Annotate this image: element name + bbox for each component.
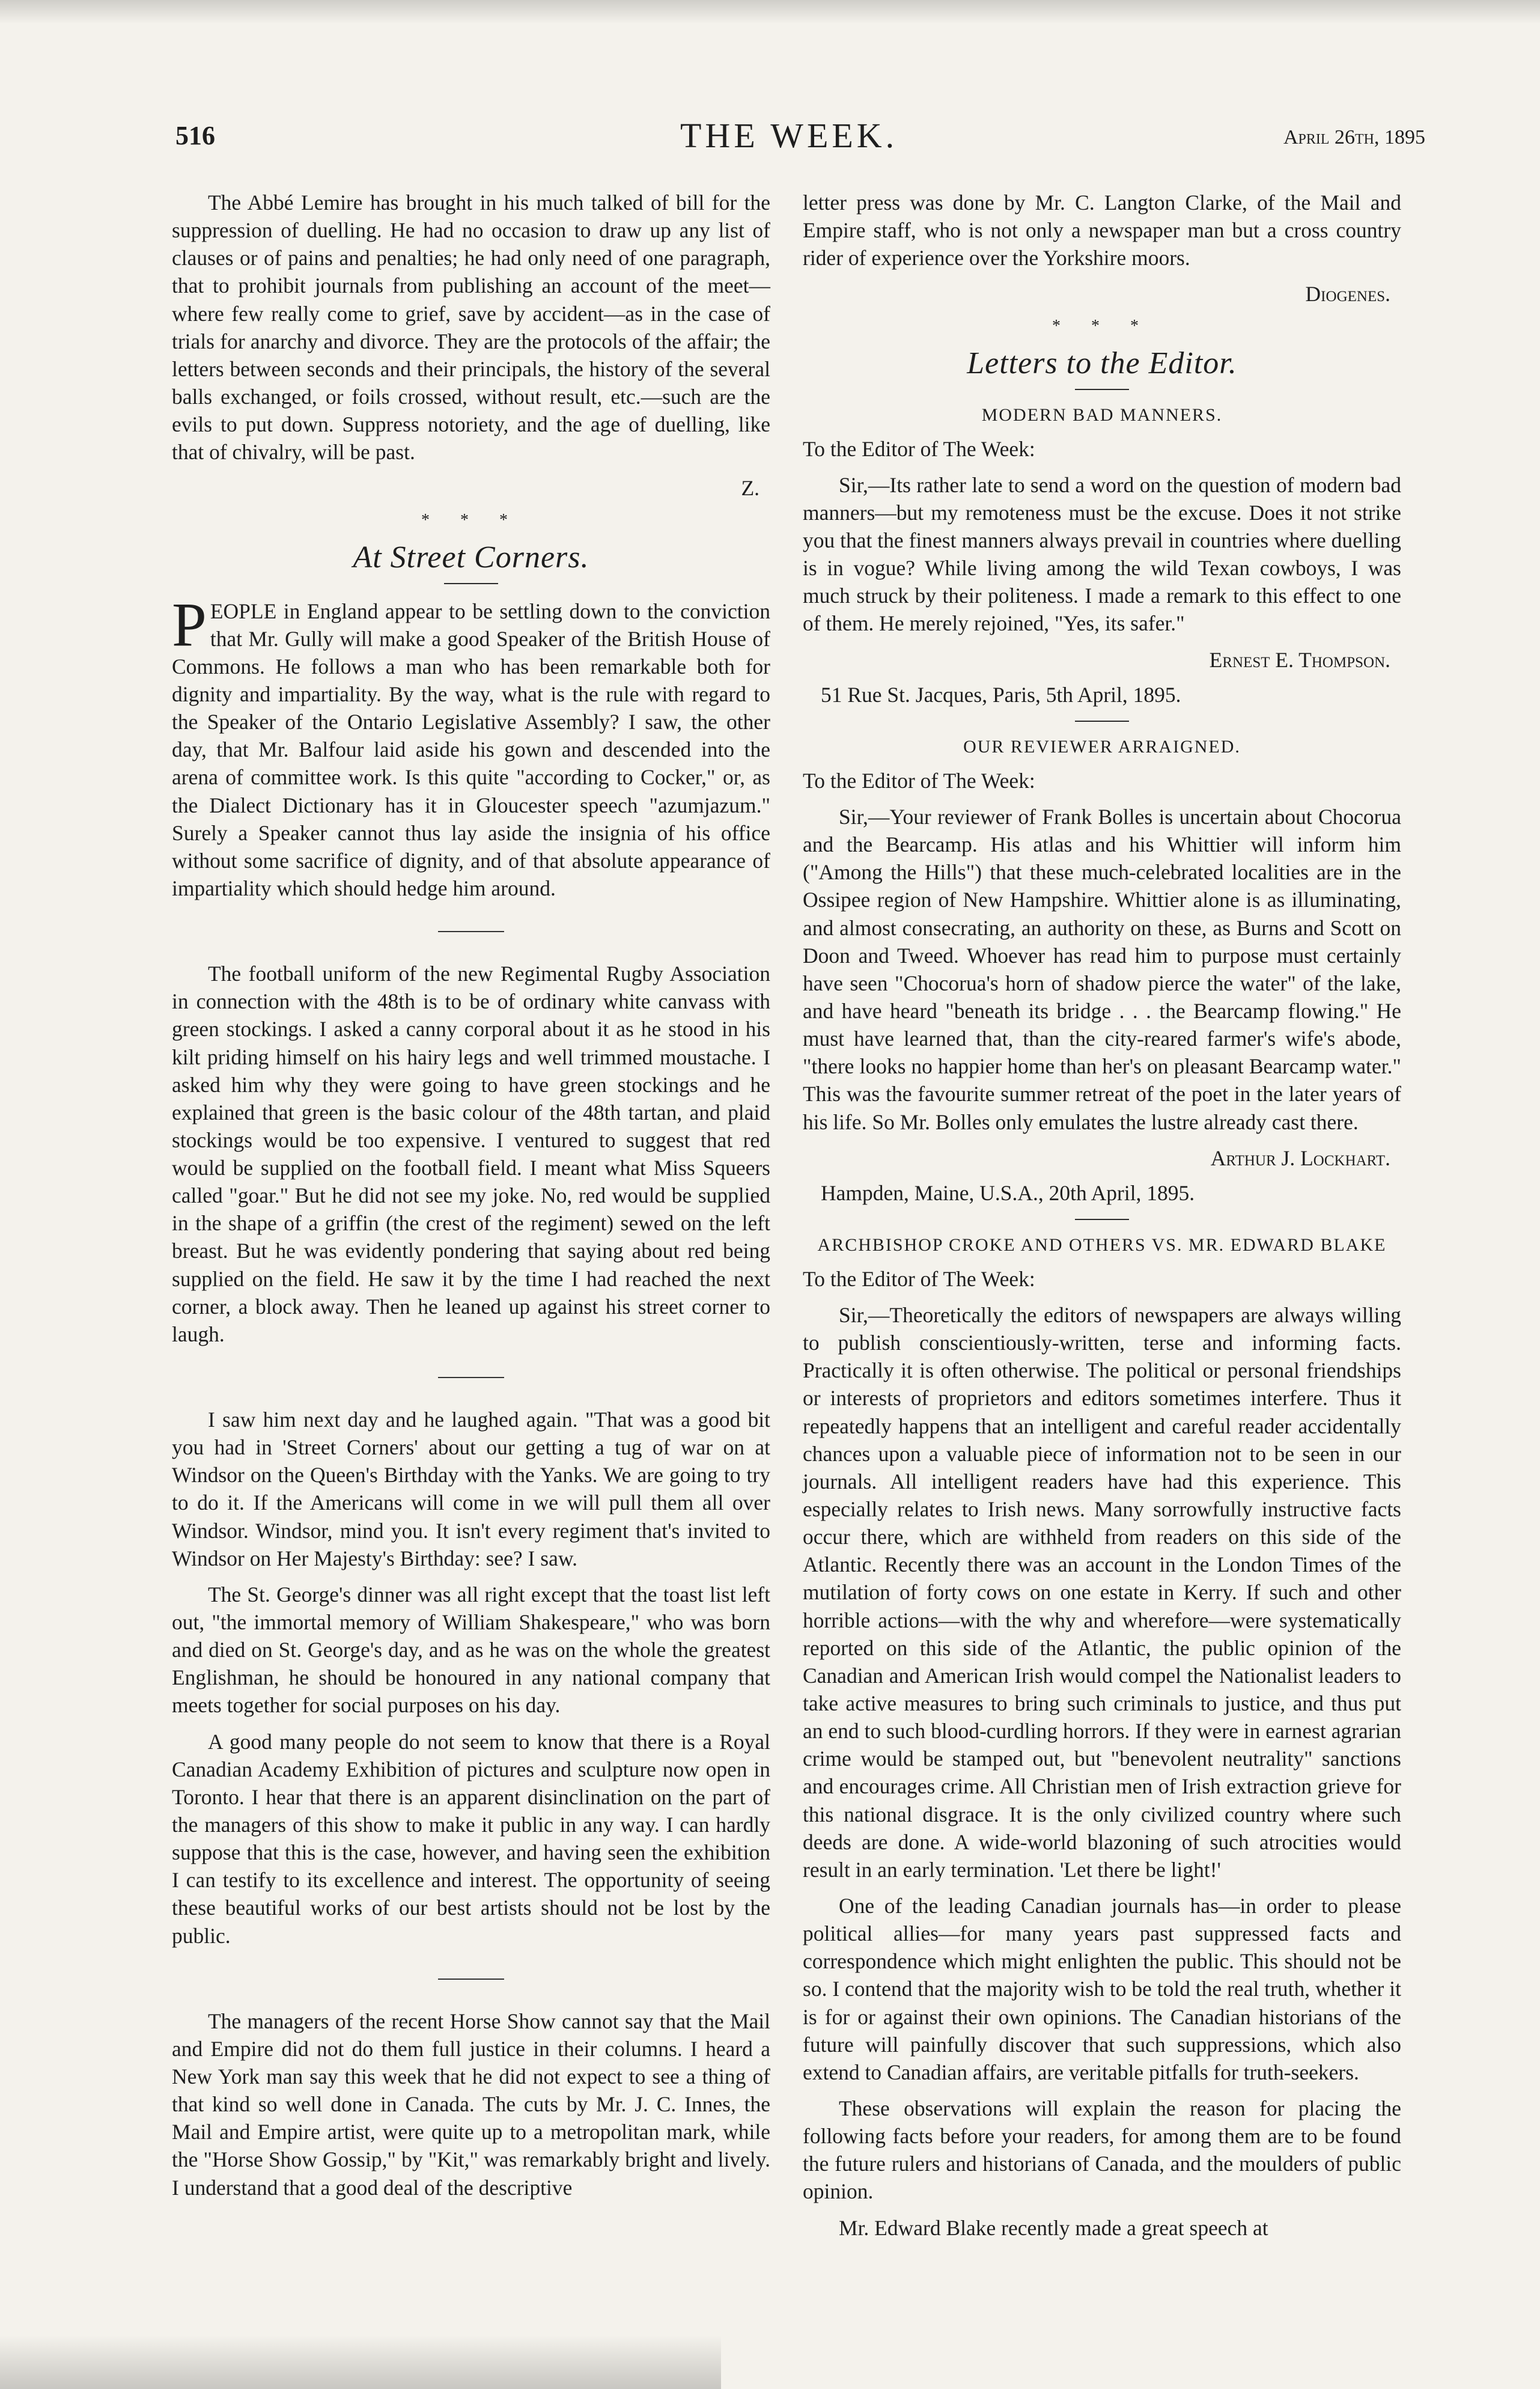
letter-rule (1075, 1219, 1129, 1220)
letter-address: Hampden, Maine, U.S.A., 20th April, 1895. (821, 1180, 1195, 1205)
letter-signature: Arthur J. Lockhart. (1210, 1146, 1390, 1170)
letter-title: ARCHBISHOP CROKE AND OTHERS VS. MR. EDWARD BLAKE (817, 1234, 1387, 1255)
heading-rule (444, 583, 498, 584)
letter-rule (1075, 721, 1129, 722)
left-column (172, 189, 770, 2210)
horse-show-paragraph: The managers of the recent Horse Show cannot say that the Mail and Empire did not do them full justice in their columns. I heard a New York man say this week that he did not expect to see a thing of that kind so well done in Canada. The cuts by Mr. J. C. Innes, the Mail and Empire artist, were quite up to a metropolitan mark, while the "Horse Show Gossip," by "Kit," was remarkably bright and lively. I understand that a good deal of the descriptive (172, 2009, 770, 2200)
letter-paragraph: These observations will explain the reason for placing the following facts before your readers, for among them are to be found the future rulers and historians of Canada, and the moulders of public opinion. (803, 2096, 1401, 2204)
letter-body: Sir,—Its rather late to send a word on the question of modern bad manners—but my remoteness must be the excuse. Does it not strike you that the finest manners always prevail in countries where duelling is in vogue? While living among the wild Texan cowboys, I was much struck by their politeness. I made a remark to this effect to one of them. He merely rejoined, "Yes, its safer." (803, 472, 1401, 636)
letter-paragraph: One of the leading Canadian journals has—in order to please political allies—for many years past suppressed facts and correspondence which might enlighten the public. This should not be so. I contend that the majority wish to be told the real truth, whether it is for or against their own opinions. The Canadian historians of the future will painfully discover that such suppressions, which also extend to Canadian affairs, are veritable pitfalls for truth-seekers. (803, 1894, 1401, 2084)
letter-paragraph: Mr. Edward Blake recently made a great speech at (839, 2215, 1268, 2240)
letter-paragraph: Sir,—Theoretically the editors of newspapers are always willing to publish conscientiously-written, terse and informing facts. Practically it is often otherwise. The political or personal friendships or interests of proprietors and editors sometimes interfere. Thus it repeatedly happens that an intelligent and careful reader accidentally chances upon a valuable piece of information not to be seen in our journals. All intelligent readers have had this experience. This especially relates to Irish news. Many sorrowfully instructive facts occur there, which are withheld from readers on this side of the Atlantic. Recently there was an account in the London Times of the mutilation of forty cows on one estate in Kerry. If such and other horrible actions—with the why and wherefore—were systematically reported on this side of the Atlantic, the public opinion of the Canadian and American Irish would compel the Nationalist leaders to take active measures to bring such criminals to justice, and thus put an end to such blood-curdling horrors. If they were in earnest agrarian crime would be stamped out, but "benevolent neutrality" sanctions and encourages crime. All Christian men of Irish extraction grieve for this national disgrace. It is the only civilized country where such deeds are done. A wide-world blazoning of such atrocities would result in an early termination. 'Let there be light!' (803, 1303, 1401, 1882)
letter-title: MODERN BAD MANNERS. (981, 404, 1223, 425)
letter-signature: Ernest E. Thompson. (1209, 647, 1390, 672)
section-stars: * * * (1052, 316, 1152, 335)
page-number: 516 (175, 121, 215, 150)
scan-shadow-bottom (0, 2335, 721, 2389)
letter-our-reviewer-arraigned (803, 735, 1401, 1207)
academy-paragraph: A good many people do not seem to know that there is a Royal Canadian Academy Exhibition of pictures and sculpture now open in Toronto. I hear that there is an apparent disinclination on the part of the managers of this show to make it public in any way. I can hardly suppose that this is the case, however, and having seen the exhibition I can testify to its excellence and interest. The opportunity of seeing these beautiful works of our best artists should not be lost by the public. (172, 1729, 770, 1948)
letter-body: Sir,—Your reviewer of Frank Bolles is uncertain about Chocorua and the Bearcamp. His atlas and his Whittier will inform him ("Among the Hills") that these much-celebrated localities are in the Ossipee region of New Hampshire. Whittier alone is as illuminating, and almost consecrating, an authority on these, as Burns and Scott on Doon and Tweed. Whoever has read him to purpose must certainly have seen "Chocorua's horn of shadow pierce the water" of the lake, and have heard "beneath its bridge . . . the Bearcamp flowing." He must have learned that, than the city-reared farmer's wife's abode, "there looks no happier home than her's on pleasant Bearcamp water." This was the favourite summer retreat of the poet in the later years of his life. So Mr. Bolles only emulates the lustre already cast there. (803, 804, 1401, 1134)
issue-date: April 26th, 1895 (1283, 126, 1425, 148)
letter-salutation: To the Editor of The Week: (803, 1266, 1035, 1291)
duelling-signature: Z. (741, 476, 759, 501)
letters-heading: Letters to the Editor. (967, 346, 1237, 380)
drop-cap: P (172, 590, 207, 659)
football-paragraph: The football uniform of the new Regimental Rugby Association in connection with the 48th is to be of ordinary white canvass with green stockings. I asked a canny corporal about it as he stood in his kilt priding himself on his hairy legs and well trimmed moustache. I asked him why they were going to have green stockings and he explained that green is the basic colour of the 48th tartan, and plaid stockings would be too expensive. I ventured to suggest that red would be supplied on the football field. I meant what Miss Squeers called "goar." But he did not see my joke. No, red would be supplied in the shape of a griffin (the crest of the regiment) sewed on the left breast. But he was evidently pondering that saying about red being supplied on the field. He saw it by the time I had reached the next corner, a block away. Then he leaned up against his street corner to laugh. (172, 962, 770, 1346)
diogenes-signature: Diogenes. (1305, 282, 1390, 307)
heading-rule (1075, 389, 1129, 390)
letter-title: OUR REVIEWER ARRAIGNED. (963, 736, 1241, 757)
street-corners-heading: At Street Corners. (353, 540, 589, 575)
first-paragraph-text: EOPLE in England appear to be settling down to the conviction that Mr. Gully will make a good Speaker of the British House of Commons. He follows a man who has been remarkable both for dignity and impartiality. By the way, what is the rule with regard to the Speaker of the Ontario Legislative Assembly? I saw, the other day, that Mr. Balfour laid aside his gown and descended into the arena of committee work. Is this quite "according to Cocker," or, as the Dialect Dictionary has it in Gloucester speech "azumjazum." Surely a Speaker cannot thus lay aside the insignia of his office without some sacrifice of dignity, and of that absolute appearance of impartiality which should hedge him around. (172, 599, 770, 900)
separator-rule (438, 1377, 504, 1378)
letter-archbishop-croke (803, 1233, 1401, 2242)
scan-shadow-top (0, 0, 1540, 24)
street-corners-first-paragraph (172, 590, 770, 903)
separator-rule (438, 1979, 504, 1980)
duelling-paragraph: The Abbé Lemire has brought in his much talked of bill for the suppression of duelling. He had no occasion to draw up any list of clauses or of pains and penalties; he had only need of one paragraph, that to prohibit journals from publishing an account of the meet—where few really come to grief, save by accident—as in the case of trials for anarchy and divorce. They are the protocols of the affair; the letters between seconds and their principals, the history of the several balls exchanged, or foils crossed, without result, etc.—such are the evils to put down. Suppress notoriety, and the age of duelling, like that of chivalry, will be past. (172, 191, 770, 465)
journal-title: THE WEEK. (680, 116, 898, 155)
section-stars: * * * (421, 510, 521, 529)
separator-rule (438, 931, 504, 932)
right-column (803, 189, 1401, 2250)
letter-modern-bad-manners (803, 403, 1401, 709)
next-day-paragraph: I saw him next day and he laughed again. "That was a good bit you had in 'Street Corners' about our getting a tug of war on at Windsor on the Queen's Birthday with the Yanks. We are going to try to do it. If the Americans will come in we will pull them all over Windsor. Windsor, mind you. It isn't every regiment that's invited to Windsor on Her Majesty's Birthday: see? I saw. (172, 1408, 770, 1570)
st-george-paragraph: The St. George's dinner was all right except that the toast list left out, "the immortal memory of William Shakespeare," who was born and died on St. George's day, and as he was on the whole the greatest Englishman, he should be honoured in any national company that meets together for social purposes on his day. (172, 1582, 770, 1718)
letter-address: 51 Rue St. Jacques, Paris, 5th April, 1895. (821, 682, 1181, 707)
running-head (175, 115, 1425, 157)
letter-salutation: To the Editor of The Week: (803, 436, 1035, 461)
horse-show-continuation: letter press was done by Mr. C. Langton Clarke, of the Mail and Empire staff, who is not only a newspaper man but a cross country rider of experience over the Yorkshire moors. (803, 191, 1401, 270)
letter-salutation: To the Editor of The Week: (803, 768, 1035, 793)
